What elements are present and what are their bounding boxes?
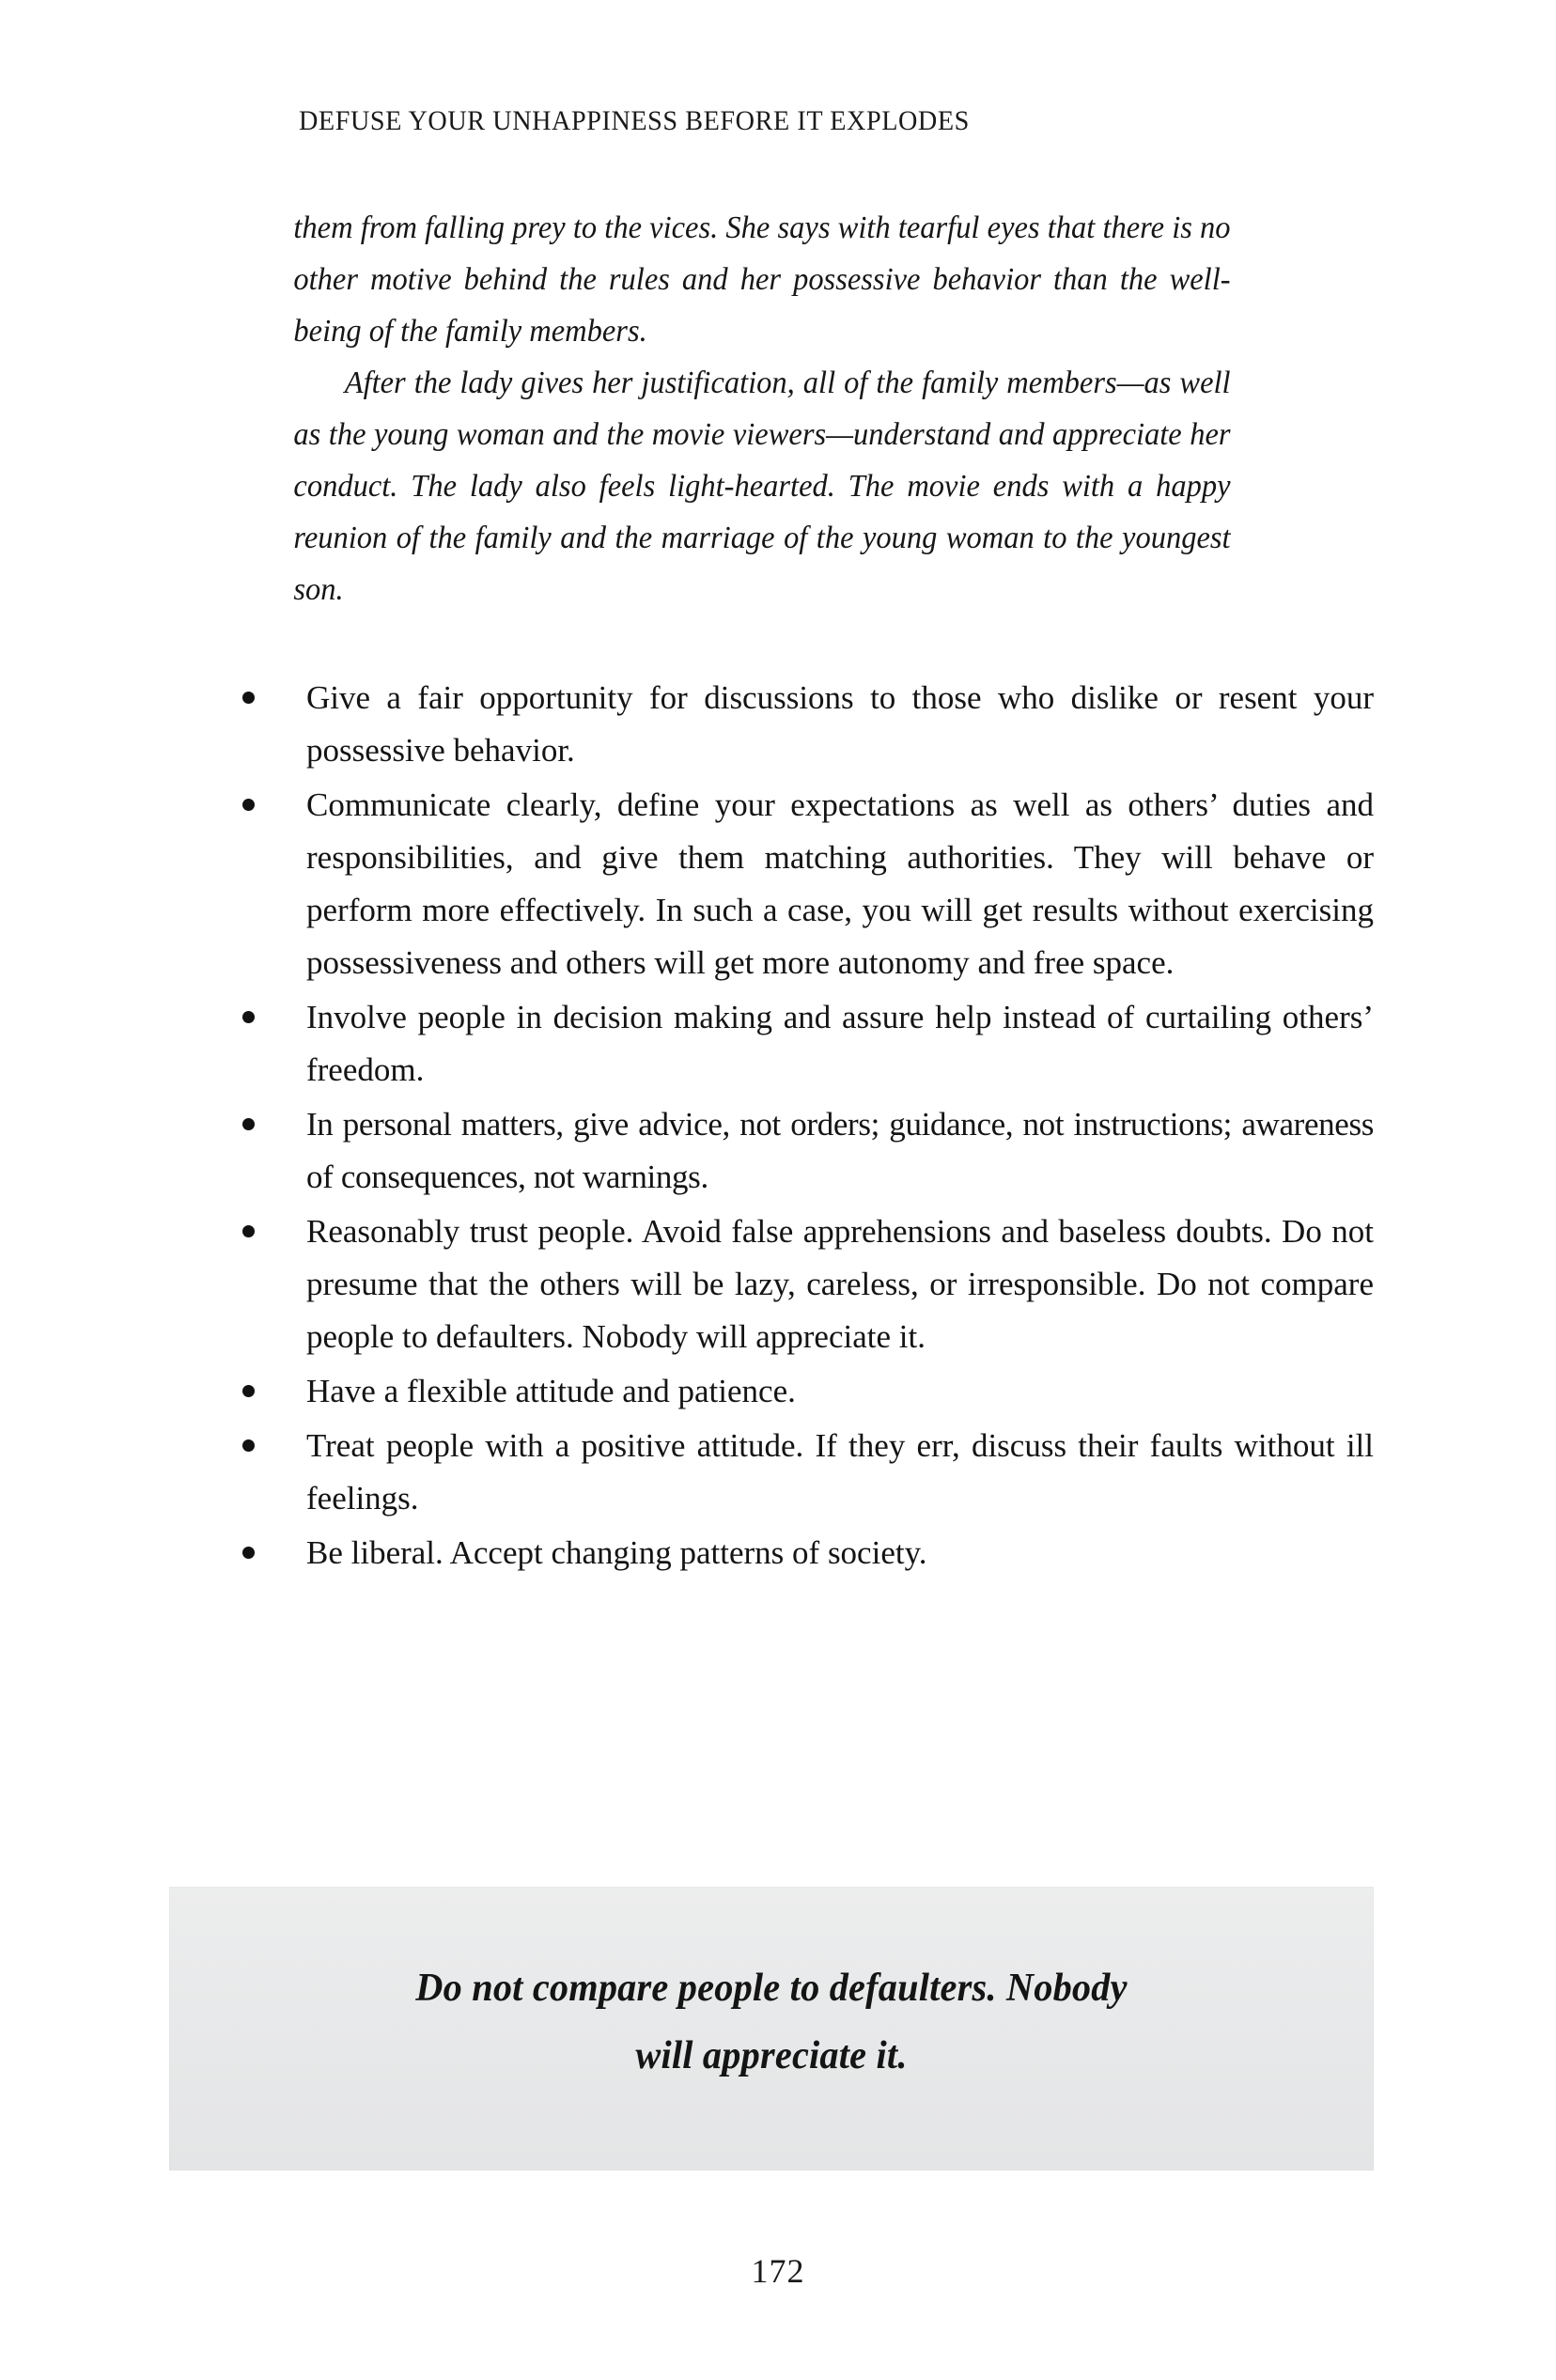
list-item — [184, 672, 1374, 777]
list-item — [184, 991, 1374, 1097]
running-head: DEFUSE YOUR UNHAPPINESS BEFORE IT EXPLODES — [299, 105, 970, 136]
intro-paragraph-2: After the lady gives her justification, all of the family members—as well as the young woman and the movie viewers—understand and appreciate her conduct. The lady also feels light-hearted. The movie ends with a happy reunion of the family and the marriage of the young woman to the youngest son. — [293, 366, 1231, 607]
list-item — [184, 1206, 1374, 1363]
page-number: 172 — [751, 2252, 805, 2290]
pull-quote-line-2: will appreciate it. — [635, 2034, 908, 2077]
bullet-dot-icon — [242, 799, 255, 811]
bullet-dot-icon — [242, 1547, 255, 1559]
list-item — [184, 1527, 1374, 1579]
list-item — [184, 779, 1374, 989]
list-item — [184, 1420, 1374, 1525]
list-item-text: Have a flexible attitude and patience. — [306, 1373, 796, 1409]
page-body — [184, 202, 1374, 1581]
list-item-text: Give a fair opportunity for discussions to those who dislike or resent your possessive behavior. — [306, 679, 1374, 769]
list-item-text: Be liberal. Accept changing patterns of society. — [306, 1534, 927, 1571]
advice-bullet-list — [184, 672, 1374, 1579]
pull-quote-box — [169, 1887, 1374, 2170]
bullet-dot-icon — [242, 1439, 255, 1452]
list-item-text: Treat people with a positive attitude. If they err, discuss their faults without ill feelings. — [306, 1427, 1374, 1517]
list-item-text: Involve people in decision making and assure help instead of curtailing others’ freedom. — [306, 999, 1374, 1088]
bullet-dot-icon — [242, 1011, 255, 1023]
list-item — [184, 1098, 1374, 1204]
bullet-dot-icon — [242, 1225, 255, 1237]
list-item-text: In personal matters, give advice, not orders; guidance, not instructions; awareness of consequences, not warnings. — [306, 1106, 1374, 1195]
bullet-dot-icon — [242, 1118, 255, 1130]
intro-paragraph-1: them from falling prey to the vices. She says with tearful eyes that there is no other motive behind the rules and her possessive behavior than the well-being of the family members. — [293, 210, 1231, 349]
bullet-dot-icon — [242, 692, 255, 704]
list-item-text: Communicate clearly, define your expectations as well as others’ duties and responsibilities, and give them matching authorities. They will behave or perform more effectively. In such a case, you will get results without exercising possessiveness and others will get more autonomy and free space. — [306, 786, 1374, 981]
pull-quote-line-1: Do not compare people to defaulters. Nobody — [415, 1967, 1128, 2010]
list-item — [184, 1365, 1374, 1418]
bullet-dot-icon — [242, 1385, 255, 1397]
list-item-text: Reasonably trust people. Avoid false apprehensions and baseless doubts. Do not presume that the others will be lazy, careless, or irresponsible. Do not compare people to defaulters. Nobody will appreciate it. — [306, 1213, 1374, 1355]
pull-quote-text — [194, 1954, 1350, 2090]
